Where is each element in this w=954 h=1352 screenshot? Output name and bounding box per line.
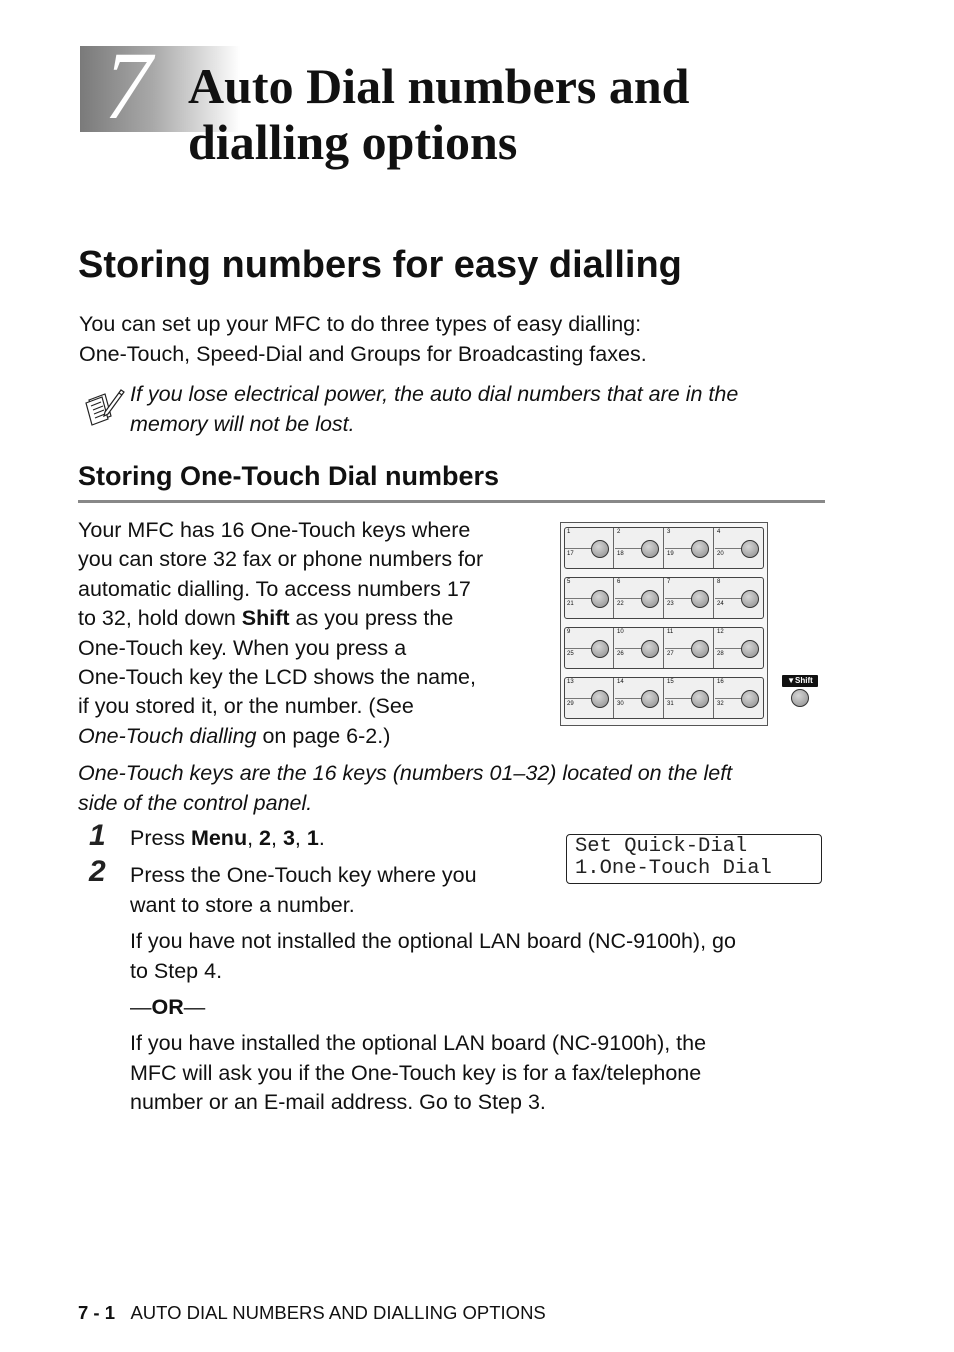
keypad-row: [564, 577, 764, 619]
chapter-title: [188, 58, 690, 170]
key-number-lower: 30: [617, 701, 624, 707]
desc-line: One-Touch key. When you press a: [78, 635, 407, 660]
desc-line: to 32, hold down: [78, 606, 242, 631]
lcd-display: [566, 834, 822, 884]
note-text: [130, 380, 850, 439]
explain-line2: side of the control panel.: [78, 790, 313, 815]
para-b-line1: If you have installed the optional LAN board (NC-9100h), the: [130, 1031, 707, 1055]
chapter-title-line2: dialling options: [188, 114, 518, 170]
key-2: 2: [259, 826, 271, 850]
one-touch-key: [565, 528, 614, 568]
key-divider: [615, 648, 641, 649]
key-button-icon: [591, 640, 609, 658]
separator: ,: [294, 826, 307, 850]
key-divider: [665, 648, 691, 649]
desc-line: you can store 32 fax or phone numbers for: [78, 547, 484, 572]
dash: —: [130, 995, 152, 1019]
one-touch-key: [715, 528, 764, 568]
key-number-lower: 27: [667, 651, 674, 657]
step-2-line1: Press the One-Touch key where you: [130, 863, 477, 887]
key-number-upper: 7: [667, 579, 671, 585]
or-text: OR: [151, 995, 184, 1019]
key-button-icon: [641, 640, 659, 658]
step-1-number: 1: [89, 819, 106, 852]
para-b-line3: number or an E-mail address. Go to Step 3.: [130, 1090, 546, 1114]
separator: ,: [247, 826, 260, 850]
key-number-lower: 19: [667, 551, 674, 557]
key-divider: [615, 598, 641, 599]
key-divider: [615, 548, 641, 549]
desc-line: Your MFC has 16 One-Touch keys where: [78, 518, 471, 542]
one-touch-description: [78, 516, 550, 751]
chapter-number: 7: [104, 32, 152, 139]
footer-title: AUTO DIAL NUMBERS AND DIALLING OPTIONS: [130, 1302, 546, 1323]
key-number-lower: 23: [667, 601, 674, 607]
key-number-upper: 10: [617, 629, 624, 635]
desc-line: One-Touch key the LCD shows the name,: [78, 665, 476, 690]
key-number-upper: 14: [617, 679, 624, 685]
key-number-lower: 21: [567, 601, 574, 607]
page-footer: [78, 1301, 546, 1325]
one-touch-key: [615, 578, 664, 618]
step-1-prefix: Press: [130, 826, 191, 850]
key-button-icon: [691, 690, 709, 708]
desc-line: on page 6-2.): [256, 723, 391, 748]
key-button-icon: [691, 540, 709, 558]
key-number-upper: 2: [617, 529, 621, 535]
key-number-lower: 29: [567, 701, 574, 707]
key-divider: [665, 548, 691, 549]
cross-reference: One-Touch dialling: [78, 723, 257, 748]
keypad-row: [564, 677, 764, 719]
one-touch-key: [615, 528, 664, 568]
key-divider: [565, 648, 591, 649]
para-a-line2: to Step 4.: [130, 958, 223, 983]
section-heading: Storing numbers for easy dialling: [78, 244, 682, 286]
key-number-lower: 20: [717, 551, 724, 557]
key-number-upper: 1: [567, 529, 571, 535]
key-divider: [715, 648, 741, 649]
one-touch-key: [665, 528, 714, 568]
key-number-lower: 22: [617, 601, 624, 607]
key-button-icon: [641, 690, 659, 708]
para-b-line2: MFC will ask you if the One-Touch key is for a fax/telephone: [130, 1060, 702, 1085]
lan-paragraph: [130, 1029, 830, 1118]
period: .: [318, 826, 325, 850]
key-3: 3: [282, 826, 295, 850]
key-divider: [665, 598, 691, 599]
one-touch-keypad-illustration: [560, 522, 768, 726]
keypad-row: [564, 527, 764, 569]
key-button-icon: [691, 590, 709, 608]
note-icon: [83, 386, 125, 426]
step-1-text: [130, 824, 325, 854]
one-touch-key: [715, 678, 764, 718]
one-touch-key: [615, 678, 664, 718]
key-number-lower: 17: [567, 551, 574, 557]
heading-rule: [78, 500, 825, 503]
key-number-upper: 4: [717, 529, 721, 535]
key-number-lower: 31: [667, 701, 674, 707]
key-number-lower: 24: [717, 601, 724, 607]
key-number-upper: 13: [567, 679, 574, 685]
key-number-upper: 5: [567, 579, 571, 585]
keypad-row: [564, 627, 764, 669]
key-button-icon: [691, 640, 709, 658]
or-separator: [130, 993, 830, 1023]
shift-key-name: Shift: [241, 606, 290, 631]
step-2-text: [130, 861, 530, 920]
one-touch-key: [615, 628, 664, 668]
step-2-number: 2: [89, 855, 106, 888]
lcd-line2: 1.One-Touch Dial: [575, 857, 772, 880]
key-divider: [715, 598, 741, 599]
key-button-icon: [741, 540, 759, 558]
key-number-upper: 15: [667, 679, 674, 685]
key-button-icon: [591, 590, 609, 608]
menu-key-name: Menu: [190, 826, 248, 850]
key-button-icon: [641, 540, 659, 558]
one-touch-key: [665, 578, 714, 618]
key-button-icon: [591, 690, 609, 708]
note-line1: If you lose electrical power, the auto dial numbers that are in the: [130, 382, 739, 406]
subsection-heading: Storing One-Touch Dial numbers: [78, 461, 500, 491]
key-number-upper: 3: [667, 529, 671, 535]
key-number-upper: 9: [567, 629, 571, 635]
key-divider: [565, 598, 591, 599]
para-a-line1: If you have not installed the optional LAN board (NC-9100h), go: [130, 929, 736, 953]
one-touch-key: [715, 628, 764, 668]
key-number-lower: 28: [717, 651, 724, 657]
desc-line: if you stored it, or the number. (See: [78, 694, 414, 719]
dash: —: [183, 995, 206, 1019]
key-number-upper: 11: [667, 629, 674, 635]
chapter-title-line1: Auto Dial numbers and: [188, 58, 690, 114]
one-touch-key: [565, 578, 614, 618]
section-intro: [79, 310, 839, 369]
one-touch-key: [715, 578, 764, 618]
key-button-icon: [741, 640, 759, 658]
key-button-icon: [741, 590, 759, 608]
key-number-lower: 26: [617, 651, 624, 657]
key-divider: [715, 698, 741, 699]
key-divider: [665, 698, 691, 699]
key-number-lower: 25: [567, 651, 574, 657]
key-button-icon: [741, 690, 759, 708]
explain-line1: One-Touch keys are the 16 keys (numbers 01–32) located on the left: [78, 761, 733, 785]
one-touch-key: [665, 628, 714, 668]
one-touch-key: [565, 678, 614, 718]
key-number-lower: 18: [617, 551, 624, 557]
one-touch-key: [665, 678, 714, 718]
intro-line2: One-Touch, Speed-Dial and Groups for Broadcasting faxes.: [79, 341, 647, 366]
one-touch-explanation: [78, 759, 838, 818]
one-touch-key: [565, 628, 614, 668]
key-divider: [715, 548, 741, 549]
shift-key-label: ▼Shift: [782, 675, 818, 687]
key-divider: [565, 698, 591, 699]
shift-key-button: [791, 689, 809, 707]
no-lan-paragraph: [130, 927, 830, 986]
key-number-upper: 6: [617, 579, 621, 585]
page-number: 7 - 1: [78, 1302, 116, 1323]
key-button-icon: [591, 540, 609, 558]
separator: ,: [271, 826, 283, 850]
key-divider: [615, 698, 641, 699]
step-2-line2: want to store a number.: [130, 892, 355, 917]
key-number-upper: 8: [717, 579, 721, 585]
key-number-upper: 12: [717, 629, 724, 635]
key-1: 1: [306, 826, 319, 850]
lcd-line1: Set Quick-Dial: [575, 835, 748, 858]
key-divider: [565, 548, 591, 549]
desc-line: automatic dialling. To access numbers 17: [78, 576, 471, 601]
desc-line: as you press the: [289, 606, 454, 631]
key-number-lower: 32: [717, 701, 724, 707]
key-button-icon: [641, 590, 659, 608]
intro-line1: You can set up your MFC to do three types of easy dialling:: [79, 312, 642, 336]
key-number-upper: 16: [717, 679, 724, 685]
note-line2: memory will not be lost.: [130, 411, 355, 436]
